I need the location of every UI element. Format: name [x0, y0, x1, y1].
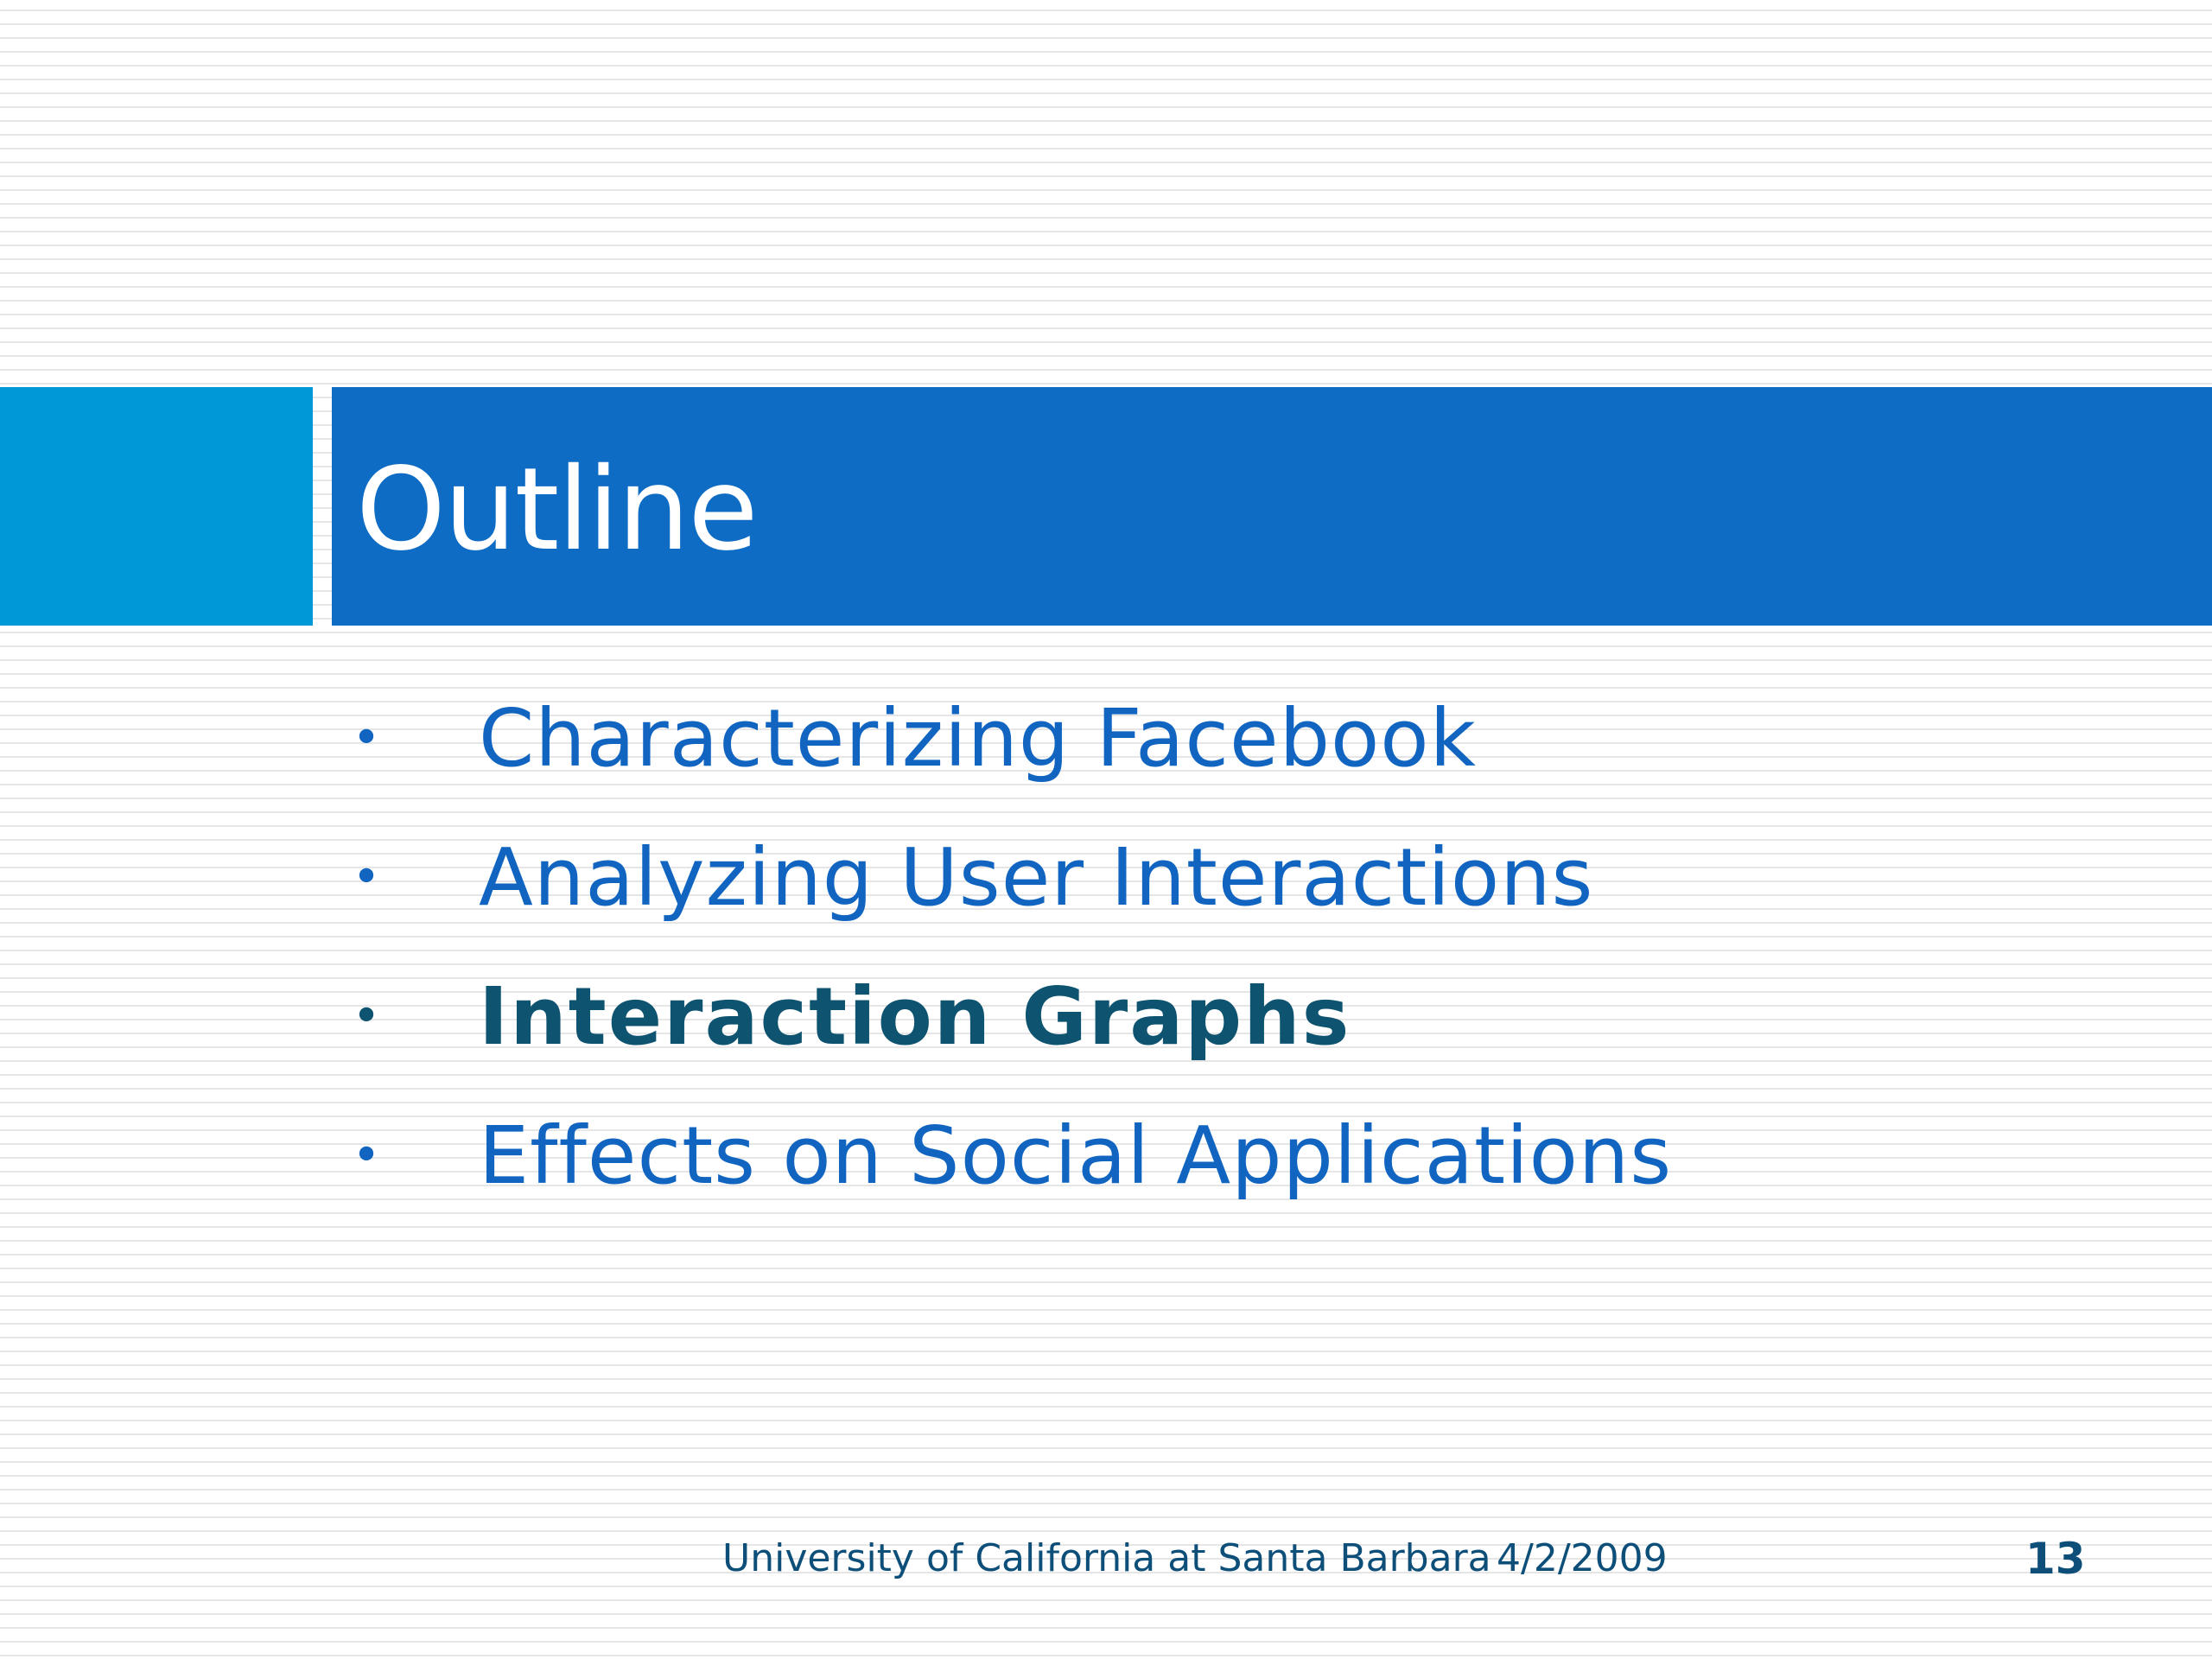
title-accent-block — [0, 387, 313, 626]
bullet-dot-icon: • — [352, 849, 381, 906]
outline-item-label: Interaction Graphs — [479, 970, 1351, 1063]
bullet-dot-icon: • — [352, 1128, 381, 1184]
slide-title: Outline — [356, 443, 757, 576]
footer-organization: University of California at Santa Barbara — [722, 1536, 1491, 1580]
footer-date: 4/2/2009 — [1497, 1536, 1668, 1580]
slide-number: 13 — [2025, 1534, 2086, 1584]
outline-item-label: Characterizing Facebook — [479, 692, 1477, 785]
bullet-dot-icon: • — [352, 988, 381, 1045]
outline-item-label: Effects on Social Applications — [479, 1109, 1673, 1202]
outline-item-label: Analyzing User Interactions — [479, 831, 1594, 924]
bullet-dot-icon: • — [352, 710, 381, 766]
